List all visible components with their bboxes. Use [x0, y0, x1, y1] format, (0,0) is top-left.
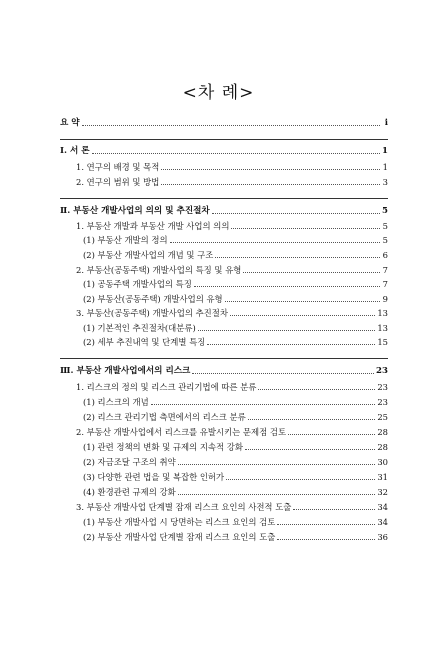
toc-leader [277, 532, 375, 540]
toc-leader [226, 472, 375, 480]
toc-label: (4) 환경관련 규제의 강화 [83, 487, 176, 497]
toc-item[interactable] [76, 381, 388, 393]
toc-label: (3) 다양한 관련 법을 및 복잡한 인허가 [83, 472, 225, 482]
toc-label: (1) 리스크의 개념 [83, 397, 149, 407]
toc-label: (1) 부동산 개발사업 시 당면하는 리스크 요인의 검토 [83, 517, 276, 527]
toc-label: Ⅱ. 부동산 개발사업의 의의 및 추진절차 [60, 206, 210, 216]
divider [60, 198, 388, 199]
toc-page: 5 [382, 235, 388, 245]
toc-page: 5 [382, 221, 388, 231]
toc-leader [82, 118, 380, 126]
toc-page: 1 [382, 146, 388, 156]
toc-item[interactable] [83, 278, 388, 290]
toc-item[interactable] [83, 411, 388, 423]
toc-leader [198, 323, 376, 331]
toc-page: 23 [376, 366, 388, 376]
toc-item[interactable] [83, 471, 388, 483]
toc-heading-2[interactable] [60, 205, 388, 217]
toc-item[interactable] [83, 322, 388, 334]
toc-page: 30 [377, 457, 388, 467]
toc-leader [92, 146, 380, 154]
toc-heading-1[interactable] [60, 145, 388, 157]
toc-leader [293, 502, 375, 510]
toc-page: 13 [377, 323, 388, 333]
toc-label: Ⅰ. 서 론 [60, 146, 90, 156]
toc-leader [288, 427, 375, 435]
toc-item[interactable] [83, 441, 388, 453]
toc-item[interactable] [83, 486, 388, 498]
toc-label: 2. 부동산(공동주택) 개발사업의 특징 및 유형 [76, 265, 242, 275]
toc-item[interactable] [76, 426, 388, 438]
toc-leader [258, 382, 375, 390]
toc-leader [277, 517, 375, 525]
toc-item[interactable] [76, 264, 388, 276]
toc-leader [243, 265, 380, 273]
toc-label: Ⅲ. 부동산 개발사업에서의 리스크 [60, 366, 191, 376]
toc-leader [178, 487, 376, 495]
toc-page: 36 [377, 532, 388, 542]
divider [60, 139, 388, 140]
toc-leader [230, 308, 375, 316]
toc-label: (2) 부동산 개발사업의 개념 및 구조 [83, 250, 214, 260]
toc-leader [161, 177, 380, 185]
toc-leader [194, 279, 380, 287]
toc-page: 13 [377, 308, 388, 318]
toc-label: 요 약 [60, 118, 80, 128]
toc-page: 7 [382, 279, 388, 289]
toc-label: 1. 연구의 배경 및 목적 [76, 162, 160, 172]
toc-leader [215, 250, 380, 258]
toc-item[interactable] [83, 396, 388, 408]
toc-page: 7 [382, 265, 388, 275]
toc-label: 2. 연구의 범위 및 방법 [76, 177, 160, 187]
toc-page: 1 [382, 162, 388, 172]
toc-page: 5 [382, 206, 388, 216]
divider [60, 358, 388, 359]
toc-leader [207, 337, 375, 345]
toc-label: 1. 부동산 개발과 부동산 개발 사업의 의의 [76, 221, 230, 231]
toc-page: 23 [377, 382, 388, 392]
toc-leader [245, 442, 375, 450]
toc-item[interactable] [76, 161, 388, 173]
toc-page: 3 [382, 177, 388, 187]
toc-item[interactable] [83, 516, 388, 528]
toc-item[interactable] [76, 220, 388, 232]
toc-page: 28 [377, 427, 388, 437]
toc-page: 25 [377, 412, 388, 422]
toc-heading-3[interactable] [60, 365, 388, 377]
toc-page: 28 [377, 442, 388, 452]
toc-item[interactable] [83, 456, 388, 468]
toc-leader [212, 206, 380, 214]
toc-page: i [384, 118, 388, 128]
toc-item[interactable] [83, 249, 388, 261]
toc-leader [170, 235, 380, 243]
toc-label: (2) 자금조달 구조의 취약 [83, 457, 176, 467]
toc-leader [151, 397, 376, 405]
toc-item[interactable] [76, 307, 388, 319]
toc-item[interactable] [83, 531, 388, 543]
toc-page: 23 [377, 397, 388, 407]
toc-leader [231, 221, 380, 229]
toc-page: 15 [377, 337, 388, 347]
toc-label: 2. 부동산 개발사업에서 리스크를 유발시키는 문제점 검토 [76, 427, 287, 437]
toc-item[interactable] [76, 501, 388, 513]
toc-page: 34 [377, 517, 388, 527]
toc-leader [161, 162, 380, 170]
toc-label: 1. 리스크의 정의 및 리스크 관리기법에 따른 분류 [76, 382, 257, 392]
toc-label: (1) 공동주택 개발사업의 특징 [83, 279, 192, 289]
toc-leader [248, 412, 376, 420]
toc-item[interactable] [83, 293, 388, 305]
toc-page: 6 [382, 250, 388, 260]
toc-label: (1) 관련 정책의 변화 및 규제의 지속적 강화 [83, 442, 243, 452]
toc-label: (2) 리스크 관리기법 측면에서의 리스크 분류 [83, 412, 246, 422]
toc-label: (1) 부동산 개발의 정의 [83, 235, 168, 245]
toc-page: 31 [377, 472, 388, 482]
toc-label: 3. 부동산(공동주택) 개발사업의 추진절차 [76, 308, 228, 318]
toc-summary[interactable] [60, 117, 388, 129]
toc-leader [178, 457, 376, 465]
toc-label: (2) 부동산 개발사업 단계별 잠재 리스크 요인의 도출 [83, 532, 276, 542]
toc-item[interactable] [76, 176, 388, 188]
toc-label: (1) 기본적인 추진절차(대분류) [83, 323, 196, 333]
toc-item[interactable] [83, 336, 388, 348]
toc-item[interactable] [83, 234, 388, 246]
toc-leader [225, 294, 380, 302]
toc-label: (2) 세부 추진내역 및 단계별 특징 [83, 337, 206, 347]
toc-label: (2) 부동산(공동주택) 개발사업의 유형 [83, 294, 223, 304]
toc-leader [192, 366, 374, 374]
toc-page: 34 [377, 502, 388, 512]
page-title: <차 례> [182, 83, 255, 103]
toc-label: 3. 부동산 개발사업 단계별 잠재 리스크 요인의 사전적 도출 [76, 502, 292, 512]
toc-page: 32 [377, 487, 388, 497]
toc-page: 9 [382, 294, 388, 304]
